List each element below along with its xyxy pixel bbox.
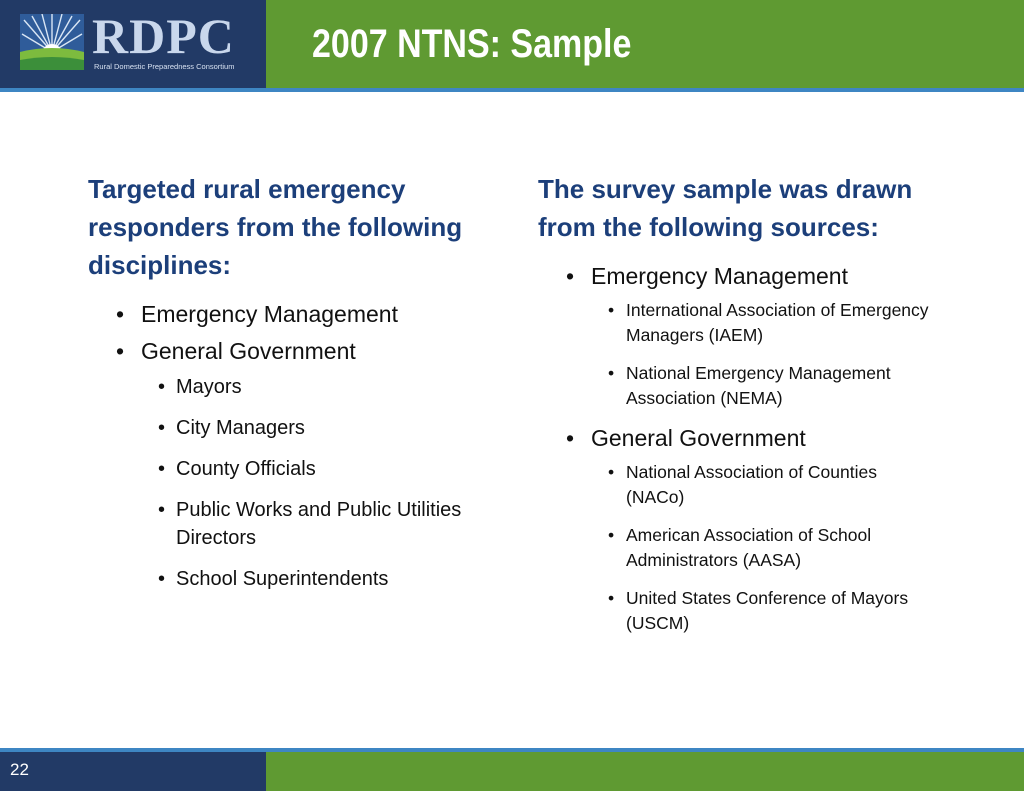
page-number: 22 <box>10 760 29 779</box>
sub-list-item: • International Association of Emergency Managers (IAEM) <box>591 298 938 348</box>
right-heading: The survey sample was drawn from the following sources: <box>538 174 913 242</box>
source-list <box>538 262 938 636</box>
sub-list-item: • National Association of Counties (NACo) <box>591 460 938 510</box>
sub-list-item: • National Emergency Management Association (NEMA) <box>591 361 938 411</box>
list-item: • General Government • National Association of Counties (NACo) • American Association of School Administrators (AASA) • United States Conference of Mayors (USCM) <box>538 424 938 636</box>
sub-list-item: • Mayors <box>141 373 488 401</box>
discipline-list <box>88 300 488 593</box>
logo <box>0 0 266 88</box>
slide-title: 2007 NTNS: Sample <box>312 22 632 66</box>
top-divider <box>0 88 1024 92</box>
sub-list-item: • City Managers <box>141 414 488 442</box>
footer-navy-block <box>0 752 266 791</box>
list-item: • Emergency Management <box>88 300 488 328</box>
sunrise-logo-icon <box>20 14 84 70</box>
left-column <box>88 170 488 606</box>
logo-subtitle: Rural Domestic Preparedness Consortium <box>94 62 235 71</box>
list-item: • General Government • Mayors • City Managers • County Officials • Public Works and Public Utilities Directors • School Superintendents <box>88 337 488 593</box>
sub-list <box>141 373 488 593</box>
sub-list-item: • United States Conference of Mayors (USCM) <box>591 586 938 636</box>
sub-list <box>591 460 938 636</box>
sub-list-item: • School Superintendents <box>141 565 488 593</box>
sub-list-item: • County Officials <box>141 455 488 483</box>
list-item: • Emergency Management • International Association of Emergency Managers (IAEM) • National Emergency Management Association (NEMA) <box>538 262 938 411</box>
sub-list-item: • American Association of School Administrators (AASA) <box>591 523 938 573</box>
sub-list <box>591 298 938 411</box>
logo-text: RDPC <box>92 8 235 64</box>
sub-list-item: • Public Works and Public Utilities Directors <box>141 496 488 552</box>
left-heading: Targeted rural emergency responders from the following disciplines: <box>88 174 463 280</box>
right-column <box>538 170 938 649</box>
